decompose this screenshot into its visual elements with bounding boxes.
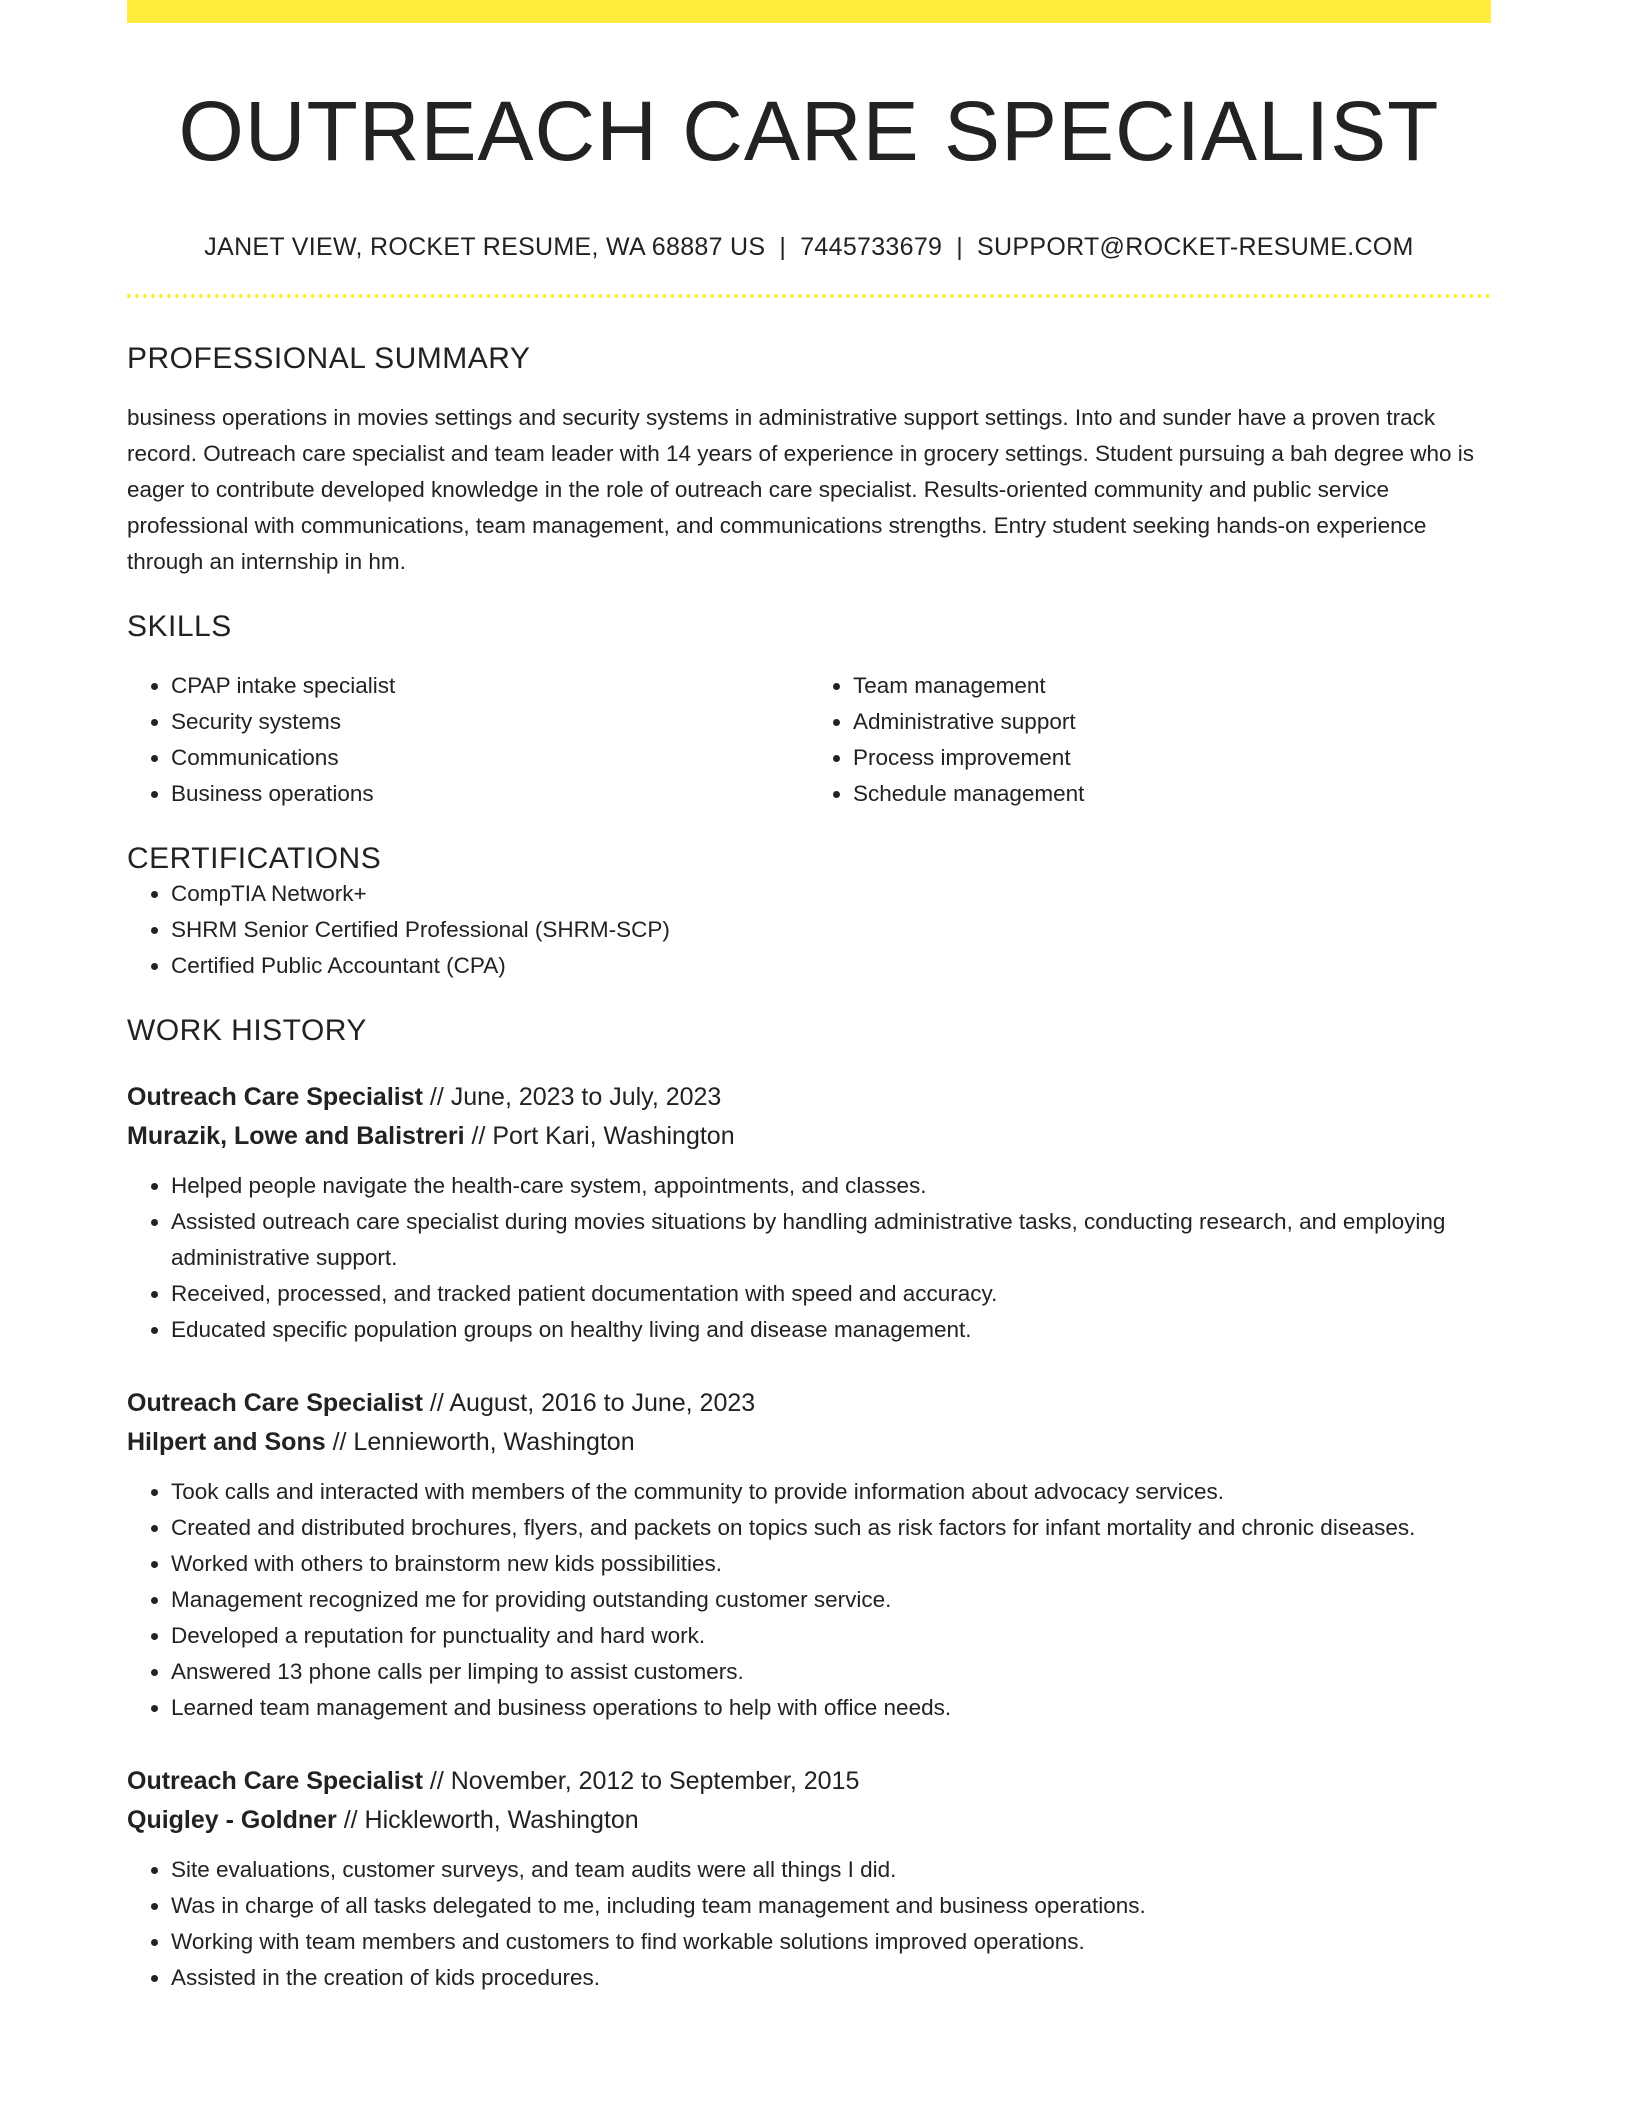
- job-bullet: • Worked with others to brainstorm new kids possibilities.: [171, 1546, 1491, 1582]
- job-bullet: • Learned team management and business operations to help with office needs.: [171, 1690, 1491, 1726]
- skill-item: • Schedule management: [853, 776, 1491, 812]
- contact-separator: |: [956, 233, 964, 262]
- job-company: Hilpert and Sons: [127, 1428, 326, 1457]
- job-bullet: • Working with team members and customers to find workable solutions improved operations.: [171, 1924, 1491, 1960]
- job-bullet: • Developed a reputation for punctuality and hard work.: [171, 1618, 1491, 1654]
- skill-item: • Security systems: [171, 704, 809, 740]
- skills-heading: SKILLS: [127, 610, 232, 644]
- job-company-line: [127, 1423, 1491, 1462]
- contact-email: SUPPORT@ROCKET-RESUME.COM: [977, 233, 1414, 262]
- certifications-heading: CERTIFICATIONS: [127, 842, 382, 876]
- skill-item: • CPAP intake specialist: [171, 668, 809, 704]
- certifications-list: [127, 876, 1491, 984]
- job-entry: [127, 1762, 1491, 1996]
- accent-top-bar: [127, 0, 1491, 23]
- job-title: Outreach Care Specialist: [127, 1767, 423, 1796]
- job-bullet: • Answered 13 phone calls per limping to assist customers.: [171, 1654, 1491, 1690]
- dotted-divider: [127, 294, 1491, 298]
- job-location: // Lennieworth, Washington: [325, 1428, 635, 1457]
- job-title-line: [127, 1078, 1491, 1117]
- job-title-line: [127, 1762, 1491, 1801]
- certification-item: • Certified Public Accountant (CPA): [171, 948, 1491, 984]
- job-bullets: [127, 1474, 1491, 1726]
- work-history-heading: WORK HISTORY: [127, 1014, 367, 1048]
- contact-phone: 7445733679: [800, 233, 943, 262]
- job-title-line: [127, 1384, 1491, 1423]
- job-bullet: • Created and distributed brochures, flyers, and packets on topics such as risk factors for infant mortality and chronic diseases.: [171, 1510, 1491, 1546]
- skills-list-left: [127, 668, 809, 812]
- summary-heading: PROFESSIONAL SUMMARY: [127, 342, 531, 376]
- job-bullet: • Site evaluations, customer surveys, and team audits were all things I did.: [171, 1852, 1491, 1888]
- job-dates: // June, 2023 to July, 2023: [422, 1083, 722, 1112]
- contact-separator: |: [779, 233, 787, 262]
- skills-list-right: [809, 668, 1491, 812]
- job-company: Quigley - Goldner: [127, 1806, 337, 1835]
- job-bullets: [127, 1852, 1491, 1996]
- skill-item: • Business operations: [171, 776, 809, 812]
- resume-page: [127, 0, 1491, 1996]
- job-bullets: [127, 1168, 1491, 1348]
- skills-grid: [127, 668, 1491, 812]
- job-dates: // August, 2016 to June, 2023: [422, 1389, 756, 1418]
- skill-item: • Communications: [171, 740, 809, 776]
- job-bullet: • Assisted outreach care specialist during movies situations by handling administrative tasks, conducting research, and employing administrative support.: [171, 1204, 1491, 1276]
- job-company-line: [127, 1801, 1491, 1840]
- certification-item: • SHRM Senior Certified Professional (SHRM-SCP): [171, 912, 1491, 948]
- job-title: Outreach Care Specialist: [127, 1083, 423, 1112]
- job-bullet: • Was in charge of all tasks delegated to me, including team management and business operations.: [171, 1888, 1491, 1924]
- job-entry: [127, 1384, 1491, 1726]
- job-bullet: • Took calls and interacted with members of the community to provide information about advocacy services.: [171, 1474, 1491, 1510]
- job-location: // Port Kari, Washington: [464, 1122, 735, 1151]
- job-bullet: • Assisted in the creation of kids procedures.: [171, 1960, 1491, 1996]
- job-bullet: • Helped people navigate the health-care system, appointments, and classes.: [171, 1168, 1491, 1204]
- summary-text: business operations in movies settings and security systems in administrative support settings. Into and sunder have a proven track record. Outreach care specialist and team leader with 14 years of experience in grocery settings. Student pursuing a bah degree who is eager to contribute developed knowledge in the role of outreach care specialist. Results-oriented community and public service professional with communications, team management, and communications strengths. Entry student seeking hands-on experience through an internship in hm.: [127, 405, 1475, 575]
- job-bullet: • Educated specific population groups on healthy living and disease management.: [171, 1312, 1491, 1348]
- job-dates: // November, 2012 to September, 2015: [422, 1767, 860, 1796]
- job-bullet: • Received, processed, and tracked patient documentation with speed and accuracy.: [171, 1276, 1491, 1312]
- resume-title: OUTREACH CARE SPECIALIST: [178, 84, 1440, 178]
- job-title: Outreach Care Specialist: [127, 1389, 423, 1418]
- job-company: Murazik, Lowe and Balistreri: [127, 1122, 465, 1151]
- skill-item: • Team management: [853, 668, 1491, 704]
- job-bullet: • Management recognized me for providing outstanding customer service.: [171, 1582, 1491, 1618]
- skill-item: • Administrative support: [853, 704, 1491, 740]
- certification-item: • CompTIA Network+: [171, 876, 1491, 912]
- job-entry: [127, 1078, 1491, 1348]
- job-company-line: [127, 1117, 1491, 1156]
- contact-line: [127, 233, 1491, 262]
- job-location: // Hickleworth, Washington: [336, 1806, 639, 1835]
- skill-item: • Process improvement: [853, 740, 1491, 776]
- contact-address: JANET VIEW, ROCKET RESUME, WA 68887 US: [204, 233, 766, 262]
